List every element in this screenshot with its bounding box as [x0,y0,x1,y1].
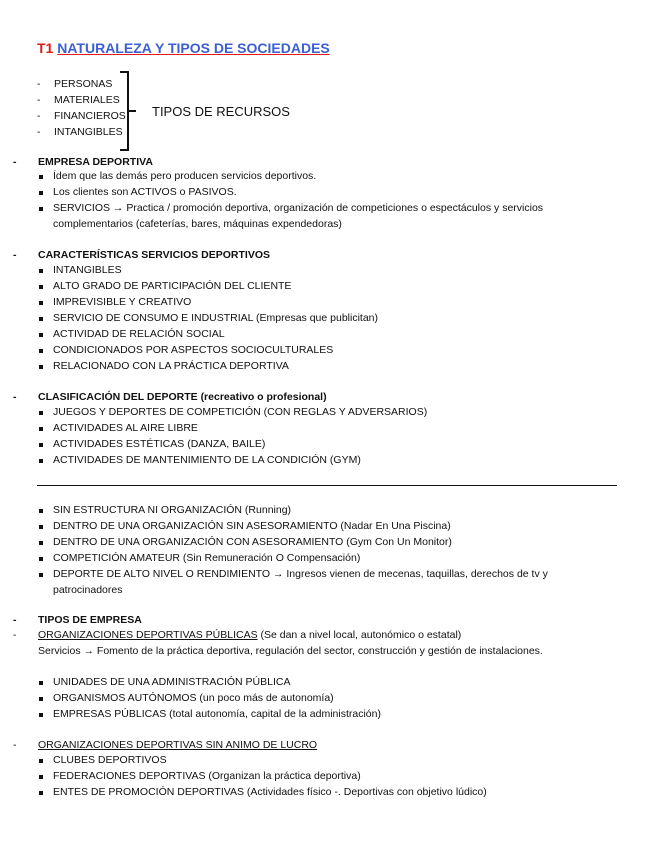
bullet-icon [39,443,43,447]
bullet-icon [39,573,43,577]
lucro-item: ENTES DE PROMOCIÓN DEPORTIVAS (Actividades físico -. Deportivas con objetivo lúdico) [53,786,487,798]
bullet-icon [39,697,43,701]
bullet-icon [39,349,43,353]
tipos-heading: - TIPOS DE EMPRESA [13,614,142,626]
bullet-icon [39,269,43,273]
lucro-item: FEDERACIONES DEPORTIVAS (Organizan la práctica deportiva) [53,770,361,782]
bullet-icon [39,759,43,763]
page-title [37,40,330,56]
title-prefix: T1 [37,40,54,56]
caracteristicas-heading: - CARACTERÍSTICAS SERVICIOS DEPORTIVOS [13,249,271,261]
publicas-item: UNIDADES DE UNA ADMINISTRACIÓN PÚBLICA [53,676,291,688]
bullet-icon [39,681,43,685]
caracteristica-item: SERVICIO DE CONSUMO E INDUSTRIAL (Empresas que publicitan) [53,312,379,324]
bullet-icon [39,525,43,529]
organizacion-item: patrocinadores [53,584,123,596]
bullet-icon [39,285,43,289]
clasificacion-heading: - CLASIFICACIÓN DEL DEPORTE (recreativo o profesional) [13,391,327,403]
recurso-item: PERSONAS [54,78,113,90]
bullet-icon [39,365,43,369]
caracteristica-item: ALTO GRADO DE PARTICIPACIÓN DEL CLIENTE [53,280,292,292]
bullet-icon [39,713,43,717]
clasificacion-item: JUEGOS Y DEPORTES DE COMPETICIÓN (CON REGLAS Y ADVERSARIOS) [53,406,428,418]
empresa-item: complementarios (cafeterías, bares, máquinas expendedoras) [53,218,342,230]
publicas-item: EMPRESAS PÚBLICAS (total autonomía, capital de la administración) [53,708,381,720]
bullet-icon [39,775,43,779]
servicios-text: Servicios → Fomento de la práctica deportiva, regulación del sector, construcción y gestión de instalaciones. [38,645,543,657]
bullet-icon [39,411,43,415]
clasificacion-item: ACTIVIDADES DE MANTENIMIENTO DE LA CONDICIÓN (GYM) [53,454,361,466]
organizacion-item: DENTRO DE UNA ORGANIZACIÓN CON ASESORAMIENTO (Gym Con Un Monitor) [53,536,452,548]
recursos-list: - PERSONAS - MATERIALES - FINANCIEROS - INTANGIBLES [37,78,126,138]
bullet-icon [39,333,43,337]
bullet-icon [39,509,43,513]
lucro-heading: - ORGANIZACIONES DEPORTIVAS SIN ANIMO DE LUCRO [13,739,318,751]
recurso-item: INTANGIBLES [54,126,123,138]
publicas-item: ORGANISMOS AUTÓNOMOS (un poco más de autonomía) [53,692,334,704]
bullet-icon [39,427,43,431]
title-text: NATURALEZA Y TIPOS DE SOCIEDADES [57,40,330,56]
empresa-item: Ídem que las demás pero producen servicios deportivos. [53,170,317,182]
organizacion-item: DENTRO DE UNA ORGANIZACIÓN SIN ASESORAMIENTO (Nadar En Una Piscina) [53,520,451,532]
empresa-heading: - EMPRESA DEPORTIVA [13,156,153,168]
brace-icon [118,70,148,152]
organizacion-item: SIN ESTRUCTURA NI ORGANIZACIÓN (Running) [53,504,292,516]
bullet-icon [39,175,43,179]
caracteristica-item: INTANGIBLES [53,264,122,276]
lucro-item: CLUBES DEPORTIVOS [53,754,167,766]
empresa-item: SERVICIOS → Practica / promoción deportiva, organización de competiciones o espectáculos y servicios [53,202,544,214]
recurso-item: FINANCIEROS [54,110,126,122]
recurso-item: MATERIALES [54,94,120,106]
clasificacion-item: ACTIVIDADES ESTÉTICAS (DANZA, BAILE) [53,438,266,450]
caracteristica-item: IMPREVISIBLE Y CREATIVO [53,296,192,308]
empresa-item: Los clientes son ACTIVOS o PASIVOS. [53,186,237,198]
bullet-icon [39,191,43,195]
bullet-icon [39,791,43,795]
bullet-icon [39,207,43,211]
organizacion-item: COMPETICIÓN AMATEUR (Sin Remuneración O Compensación) [53,552,361,564]
organizacion-item: DEPORTE DE ALTO NIVEL O RENDIMIENTO → Ingresos vienen de mecenas, taquillas, derechos de tv y [53,568,548,580]
divider [37,485,617,486]
caracteristica-item: RELACIONADO CON LA PRÁCTICA DEPORTIVA [53,360,289,372]
bullet-icon [39,317,43,321]
publicas-heading: - ORGANIZACIONES DEPORTIVAS PÚBLICAS (Se dan a nivel local, autonómico o estatal) [13,629,462,641]
clasificacion-item: ACTIVIDADES AL AIRE LIBRE [53,422,198,434]
bullet-icon [39,459,43,463]
caracteristica-item: ACTIVIDAD DE RELACIÓN SOCIAL [53,328,225,340]
bullet-icon [39,301,43,305]
bullet-icon [39,557,43,561]
bullet-icon [39,541,43,545]
recursos-label: TIPOS DE RECURSOS [152,104,290,119]
caracteristica-item: CONDICIONADOS POR ASPECTOS SOCIOCULTURALES [53,344,334,356]
